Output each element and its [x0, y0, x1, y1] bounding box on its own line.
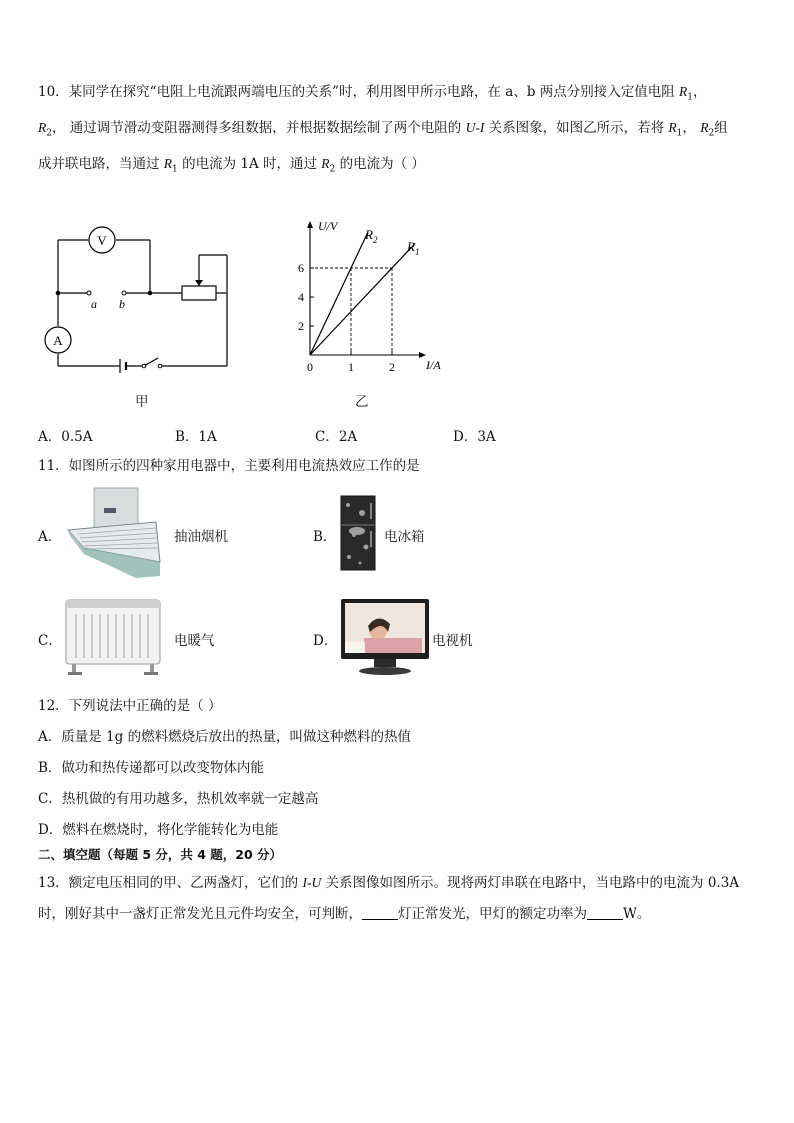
q11-option-a-label: 抽油烟机 — [174, 529, 228, 545]
y-axis-label: U/V — [318, 219, 338, 233]
q11-option-b-letter[interactable]: B． — [313, 529, 337, 545]
q13-line-2: 时，刚好其中一盏灯正常发光且元件均安全，可判断， 灯正常发光，甲灯的额定功率为 W。 — [38, 906, 651, 922]
q10-line-3: 成并联电路，当通过 $R_1$ 的电流为 1A 时，通过 $R_2$ 的电流为（ ） — [38, 156, 425, 175]
circuit-diagram — [40, 220, 240, 410]
graph-caption: 乙 — [355, 394, 369, 410]
ammeter-label: A — [53, 333, 63, 348]
refrigerator-image — [340, 495, 376, 571]
x-axis-arrow-icon — [419, 352, 426, 358]
q10-line-2: $R_2$， 通过调节滑动变阻器测得多组数据，并根据数据绘制了两个电阻的 U-I 关系图象，如图乙所示，若将 $R_1$， $R_2$组 — [38, 120, 728, 139]
r2-line-label: $R_2$ — [365, 227, 378, 245]
q11-option-c-label: 电暖气 — [174, 633, 215, 649]
y-tick-label: 2 — [298, 319, 304, 333]
r1-symbol: R — [679, 84, 688, 99]
q11-option-d-label: 电视机 — [432, 633, 473, 649]
q11-option-b-label: 电冰箱 — [384, 529, 425, 545]
series-line-r1 — [310, 243, 415, 355]
rheostat-arrow-icon — [195, 280, 203, 286]
x-tick-label: 2 — [389, 360, 395, 374]
ui-graph — [290, 210, 460, 385]
x-tick-label: 1 — [348, 360, 354, 374]
circuit-caption: 甲 — [135, 394, 149, 410]
television-image — [340, 598, 430, 676]
x-tick-label: 0 — [307, 360, 313, 374]
q11-option-d-letter[interactable]: D． — [313, 633, 338, 649]
q11-option-c-letter[interactable]: C． — [38, 633, 62, 649]
y-tick-label: 4 — [298, 290, 304, 304]
q10-option-a[interactable]: A．0.5A — [38, 429, 93, 445]
q13-line-1: 13．额定电压相同的甲、乙两盏灯，它们的 I-U 关系图像如图所示。现将两灯串联在电路中，当电路中的电流为 0.3A — [38, 875, 740, 891]
q10-line-1: 10．某同学在探究“电阻上电流跟两端电压的关系”时，利用图甲所示电路，在 a、b 两点分别接入定值电阻 $R_1$， — [38, 84, 707, 103]
q12-stem: 12．下列说法中正确的是（ ） — [38, 698, 222, 714]
q12-option-d[interactable]: D．燃料在燃烧时，将化学能转化为电能 — [38, 822, 279, 838]
y-tick-label: 6 — [298, 261, 304, 275]
x-axis-label: I/A — [426, 358, 441, 372]
answer-blank-2[interactable] — [587, 905, 623, 920]
q12-option-c[interactable]: C．热机做的有用功越多，热机效率就一定越高 — [38, 791, 319, 807]
q10-option-b[interactable]: B．1A — [175, 429, 217, 445]
q12-option-b[interactable]: B．做功和热传递都可以改变物体内能 — [38, 760, 264, 776]
q10-option-d[interactable]: D．3A — [453, 429, 496, 445]
q12-option-a[interactable]: A．质量是 1g 的燃料燃烧后放出的热量，叫做这种燃料的热值 — [38, 729, 412, 745]
q11-option-a-letter[interactable]: A． — [38, 529, 62, 545]
q11-stem: 11．如图所示的四种家用电器中，主要利用电流热效应工作的是 — [38, 458, 420, 474]
series-line-r2 — [310, 233, 367, 355]
r1-line-label: $R_1$ — [407, 239, 420, 257]
point-b-label: b — [119, 297, 125, 311]
q10-options — [38, 425, 758, 445]
answer-blank-1[interactable] — [362, 905, 398, 920]
q10-option-c[interactable]: C．2A — [315, 429, 358, 445]
point-a-label: a — [91, 297, 97, 311]
y-axis-arrow-icon — [307, 221, 313, 228]
electric-heater-image — [64, 596, 162, 678]
range-hood-image — [64, 486, 164, 580]
section-heading: 二、填空题（每题 5 分，共 4 题，20 分） — [38, 847, 283, 862]
voltmeter-label: V — [97, 233, 107, 248]
r2-symbol: R — [38, 120, 47, 135]
